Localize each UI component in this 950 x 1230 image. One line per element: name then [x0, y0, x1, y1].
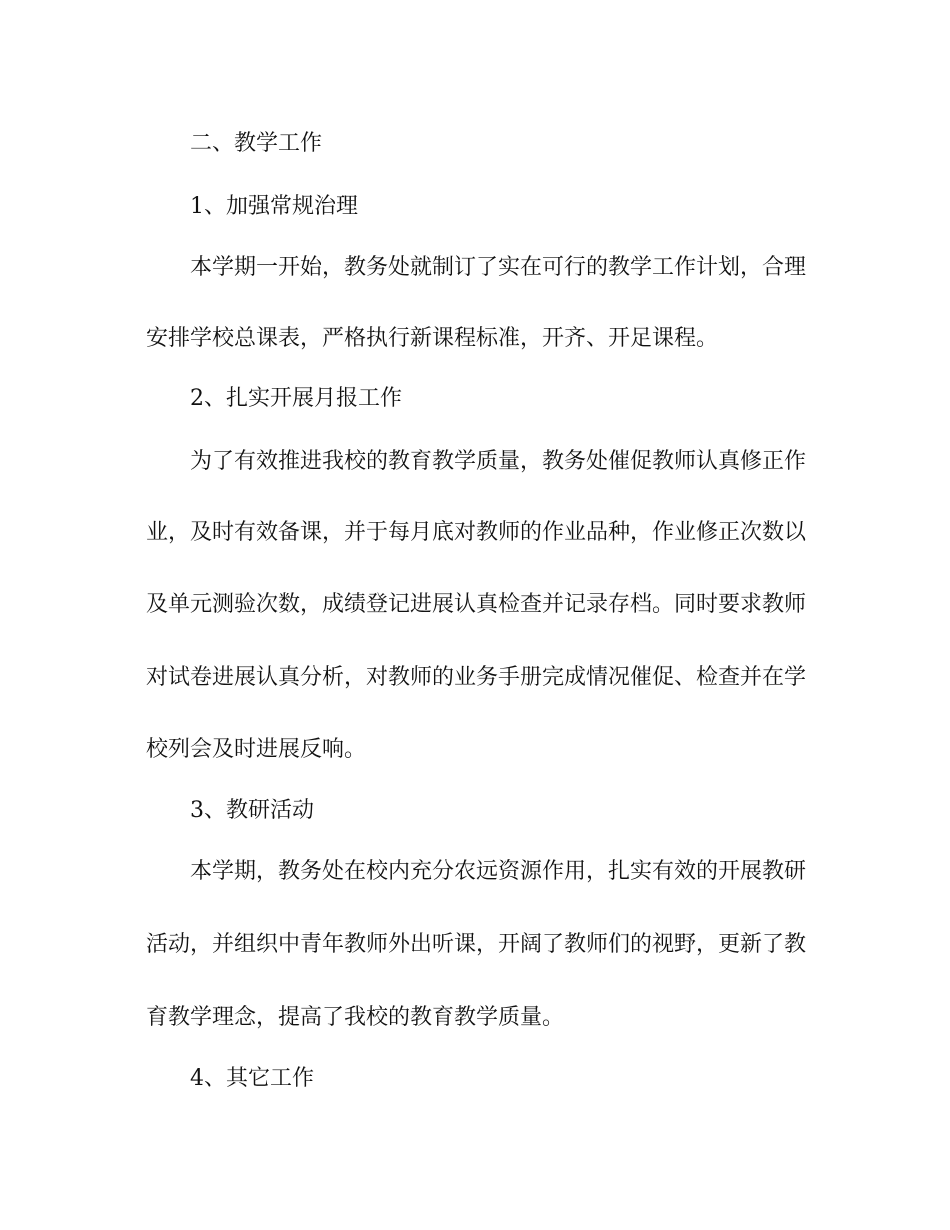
item-heading-3: 3、教研活动 [190, 798, 314, 823]
item-heading-1: 1、加强常规治理 [190, 194, 358, 219]
paragraph-line: 安排学校总课表，严格执行新课程标准，开齐、开足课程。 [146, 326, 719, 351]
paragraph-line: 本学期，教务处在校内充分农远资源作用，扎实有效的开展教研 [190, 859, 807, 884]
item-heading-2: 2、扎实开展月报工作 [190, 386, 402, 411]
paragraph-line: 对试卷进展认真分析，对教师的业务手册完成情况催促、检查并在学 [146, 665, 807, 690]
paragraph-line: 校列会及时进展反响。 [146, 737, 367, 762]
paragraph-line: 及单元测验次数，成绩登记进展认真检查并记录存档。同时要求教师 [146, 592, 807, 617]
item-heading-4: 4、其它工作 [190, 1066, 314, 1091]
section-heading: 二、教学工作 [190, 131, 323, 156]
paragraph-line: 业，及时有效备课，并于每月底对教师的作业品种，作业修正次数以 [146, 520, 807, 545]
paragraph-line: 本学期一开始，教务处就制订了实在可行的教学工作计划，合理 [190, 255, 807, 280]
paragraph-line: 为了有效推进我校的教育教学质量，教务处催促教师认真修正作 [190, 449, 807, 474]
paragraph-line: 育教学理念，提高了我校的教育教学质量。 [146, 1005, 565, 1030]
paragraph-line: 活动，并组织中青年教师外出听课，开阔了教师们的视野，更新了教 [146, 932, 807, 957]
